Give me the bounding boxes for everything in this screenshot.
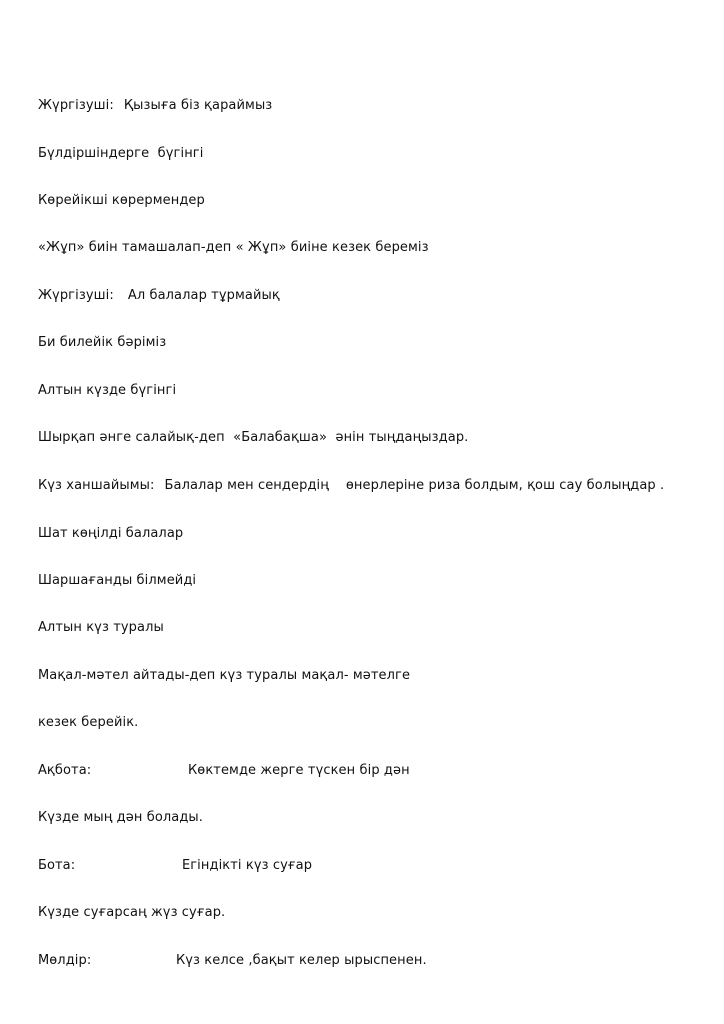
speaker-label: Бота:	[37, 858, 76, 873]
document-line	[21, 367, 176, 415]
line-text: Көрейікші көрермендер	[37, 193, 205, 208]
document-line	[21, 177, 205, 225]
speaker-label: Мөлдір:	[37, 953, 92, 968]
document-line	[21, 889, 225, 937]
line-text: Бүлдіршіндерге бүгінгі	[37, 146, 204, 161]
line-text: Шаршағанды білмейді	[37, 573, 197, 588]
document-line	[21, 604, 164, 652]
document-line	[21, 272, 280, 320]
document-line	[21, 510, 183, 558]
document-line	[21, 652, 410, 700]
line-text: Мақал-мәтел айтады-деп күз туралы мақал- мәтелге	[37, 668, 411, 683]
line-text: Егіндікті күз суғар	[181, 858, 313, 873]
document-line	[21, 462, 664, 510]
speaker-label: Жүргізуші:	[37, 288, 114, 303]
line-text: «Жұп» биін тамашалап-деп « Жұп» биіне кезек береміз	[37, 240, 429, 255]
line-text: Шат көңілді балалар	[37, 526, 184, 541]
line-text: Балалар мен сендердің өнерлеріне риза болдым, қош сау болыңдар .	[164, 478, 665, 493]
line-text: Ал балалар тұрмайық	[127, 288, 280, 303]
line-text: Алтын күзде бүгінгі	[37, 383, 177, 398]
document-line	[21, 747, 410, 795]
document-line	[21, 699, 138, 747]
document-line	[21, 82, 272, 130]
speaker-label: Ақбота:	[37, 763, 92, 778]
line-text: Күз келсе ,бақыт келер ырыспенен.	[175, 953, 427, 968]
line-text: Көктемде жерге түскен бір дән	[187, 763, 410, 778]
document-line	[21, 842, 312, 890]
line-text: Қызыға біз қараймыз	[123, 98, 273, 113]
line-text: Би билейік бәріміз	[37, 335, 167, 350]
document-line	[21, 319, 166, 367]
line-text: Күзде суғарсаң жүз суғар.	[37, 905, 226, 920]
document-line	[21, 414, 468, 462]
document-line	[21, 224, 429, 272]
line-text: Алтын күз туралы	[37, 620, 164, 635]
document-line	[21, 794, 203, 842]
document-line	[21, 557, 196, 605]
document-line	[21, 130, 203, 178]
speaker-label: Жүргізуші:	[37, 98, 114, 113]
document-line	[21, 937, 427, 985]
line-text: Күзде мың дән болады.	[37, 810, 204, 825]
line-text: кезек берейік.	[37, 715, 139, 730]
line-text: Шырқап әнге салайық-деп «Балабақша» әнін тыңдаңыздар.	[37, 430, 469, 445]
speaker-label: Күз ханшайымы:	[37, 478, 155, 493]
